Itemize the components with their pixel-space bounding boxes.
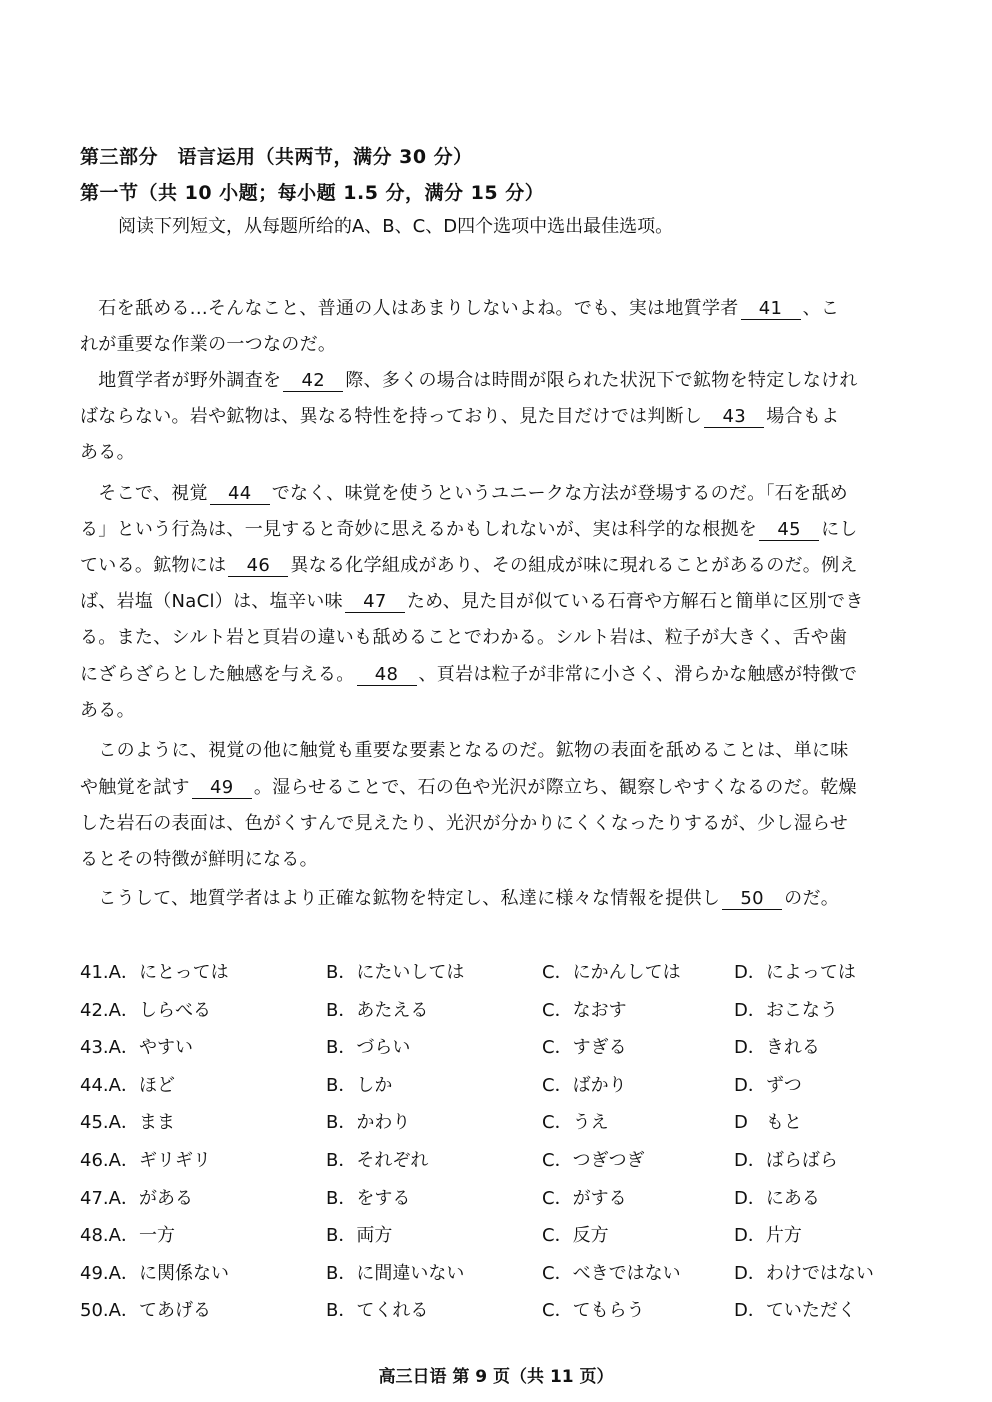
passage-text: る。また、シルト岩と頁岩の違いも舐めることでわかる。シルト岩は、粒子が大きく、舌や歯 xyxy=(80,627,848,648)
option-row xyxy=(80,1221,920,1259)
option-b: B．かわり xyxy=(326,1112,411,1134)
question-number: 46. xyxy=(80,1149,109,1171)
option-c: C．なおす xyxy=(542,999,627,1021)
answer-blank: 43 xyxy=(704,408,764,428)
option-d: D．にある xyxy=(734,1187,820,1209)
option-d: D．ていただく xyxy=(734,1300,856,1322)
option-a xyxy=(80,1184,193,1210)
passage-text: にし xyxy=(821,519,858,540)
passage-line xyxy=(80,845,920,871)
option-c: C．すぎる xyxy=(542,1037,627,1059)
option-c: C．つぎつぎ xyxy=(542,1149,645,1171)
passage-text: ため、見た目が似ている石膏や方解石と簡単に区別でき xyxy=(406,591,864,612)
passage-text: そこで、視覚 xyxy=(80,483,208,504)
option-a-text: A．てあげる xyxy=(108,1300,211,1322)
page-footer: 高三日语 第 9 页（共 11 页） xyxy=(378,1367,614,1387)
option-row xyxy=(80,1184,920,1222)
answer-blank: 48 xyxy=(357,666,417,686)
answer-blank: 49 xyxy=(192,779,252,799)
option-a-text: A．一方 xyxy=(108,1225,175,1247)
passage-text: 異なる化学組成があり、その組成が味に現れることがあるのだ。例え xyxy=(290,555,858,576)
passage-text: ば、岩塩（NaCl）は、塩辛い味 xyxy=(80,591,343,612)
passage-line xyxy=(80,515,920,541)
option-d: D．片方 xyxy=(734,1225,802,1247)
option-d: D．おこなう xyxy=(734,999,838,1021)
option-b: B．づらい xyxy=(326,1037,411,1059)
passage-text: や触覚を試す xyxy=(80,777,190,798)
option-a-text: A．がある xyxy=(108,1187,193,1209)
passage-line xyxy=(80,696,920,722)
question-number: 44. xyxy=(80,1074,109,1096)
passage-text: にざらざらとした触感を与える。 xyxy=(80,664,355,685)
question-number: 43. xyxy=(80,1037,109,1059)
passage-text: こうして、地質学者はより正確な鉱物を特定し、私達に様々な情報を提供し xyxy=(80,888,721,909)
option-b: B．あたえる xyxy=(326,999,429,1021)
option-c: C．てもらう xyxy=(542,1300,645,1322)
passage-line xyxy=(80,809,920,835)
passage-line xyxy=(80,438,920,464)
option-row xyxy=(80,1108,920,1146)
passage-text: ばならない。岩や鉱物は、異なる特性を持っており、見た目だけでは判断し xyxy=(80,406,703,427)
passage-text: した岩石の表面は、色がくすんで見えたり、光沢が分かりにくくなったりするが、少し湿らせ xyxy=(80,813,849,834)
passage-text: このように、視覚の他に触覚も重要な要素となるのだ。鉱物の表面を舐めることは、単に味 xyxy=(80,740,849,761)
answer-blank: 44 xyxy=(210,485,270,505)
passage-line xyxy=(80,623,920,649)
passage-text: 。湿らせることで、石の色や光沢が際立ち、観察しやすくなるのだ。乾燥 xyxy=(253,777,857,798)
option-d: D．きれる xyxy=(734,1037,820,1059)
option-a-text: A．ギリギリ xyxy=(108,1149,211,1171)
option-d: D．によっては xyxy=(734,962,856,983)
option-c: C．うえ xyxy=(542,1112,609,1134)
answer-blank: 47 xyxy=(345,593,405,613)
answer-blank: 42 xyxy=(283,372,343,392)
option-a-text: A．にとっては xyxy=(108,962,229,983)
option-c: C．がする xyxy=(542,1187,627,1209)
passage-line xyxy=(80,330,920,356)
option-a-text: A．まま xyxy=(108,1112,175,1134)
passage-text: 地質学者が野外調査を xyxy=(80,370,282,391)
option-a-text: A．しらべる xyxy=(108,999,211,1021)
question-number: 41. xyxy=(80,962,109,983)
option-row xyxy=(80,1296,920,1334)
option-row xyxy=(80,1033,920,1071)
passage-line xyxy=(80,294,920,320)
passage-text: 、頁岩は粒子が非常に小さく、滑らかな触感が特徴で xyxy=(418,664,858,685)
section-heading: 第一节（共 10 小题；每小题 1.5 分，满分 15 分） xyxy=(80,182,545,204)
part-heading: 第三部分 语言运用（共两节，满分 30 分） xyxy=(80,146,473,168)
option-a-text: A．に関係ない xyxy=(108,1262,229,1284)
passage-line xyxy=(80,660,920,686)
passage-line xyxy=(80,551,920,577)
question-number: 45. xyxy=(80,1112,109,1134)
option-row xyxy=(80,1071,920,1109)
option-row xyxy=(80,1259,920,1297)
option-b: B．にたいしては xyxy=(326,962,465,983)
option-a xyxy=(80,1296,211,1322)
question-number: 47. xyxy=(80,1187,109,1209)
option-a xyxy=(80,958,229,984)
question-number: 42. xyxy=(80,999,109,1021)
option-a xyxy=(80,1071,175,1097)
passage-text: ある。 xyxy=(80,700,135,721)
passage-line xyxy=(80,736,920,762)
passage-line xyxy=(80,479,920,505)
passage-line xyxy=(80,884,920,910)
option-b: B．てくれる xyxy=(326,1300,429,1322)
answer-blank: 46 xyxy=(228,557,288,577)
option-d: D．ばらばら xyxy=(734,1149,838,1171)
passage-text: 、こ xyxy=(802,298,840,319)
option-a-text: A．やすい xyxy=(108,1037,193,1059)
instruction-text: 阅读下列短文，从每题所给的A、B、C、D四个选项中选出最佳选项。 xyxy=(118,216,674,237)
answer-options xyxy=(80,958,920,1334)
option-c: C．にかんしては xyxy=(542,962,681,983)
option-c: C．反方 xyxy=(542,1225,609,1247)
passage-text: ている。鉱物には xyxy=(80,555,227,576)
passage-line xyxy=(80,366,920,392)
option-c: C．べきではない xyxy=(542,1262,681,1284)
option-row xyxy=(80,996,920,1034)
option-a xyxy=(80,1146,211,1172)
option-d: D もと xyxy=(734,1112,802,1134)
passage-text: る」という行為は、一見すると奇妙に思えるかもしれないが、実は科学的な根拠を xyxy=(80,519,758,540)
option-b: B．両方 xyxy=(326,1225,393,1247)
passage-text: ある。 xyxy=(80,442,135,463)
question-number: 48. xyxy=(80,1225,109,1247)
option-a-text: A．ほど xyxy=(108,1074,175,1096)
passage-text: れが重要な作業の一つなのだ。 xyxy=(80,334,337,355)
option-a xyxy=(80,1259,229,1285)
passage-line xyxy=(80,587,920,613)
option-c: C．ばかり xyxy=(542,1074,627,1096)
answer-blank: 41 xyxy=(741,300,801,320)
option-b: B．に間違いない xyxy=(326,1262,465,1284)
option-a xyxy=(80,996,211,1022)
question-number: 49. xyxy=(80,1262,109,1284)
option-a xyxy=(80,1108,175,1134)
passage-text: るとその特徴が鮮明になる。 xyxy=(80,849,318,870)
answer-blank: 50 xyxy=(722,890,782,910)
option-b: B．をする xyxy=(326,1187,411,1209)
option-b: B．それぞれ xyxy=(326,1149,429,1171)
question-number: 50. xyxy=(80,1300,109,1322)
passage-text: 場合もよ xyxy=(766,406,840,427)
option-d: D．ずつ xyxy=(734,1074,802,1096)
option-a xyxy=(80,1033,193,1059)
passage-text: 際、多くの場合は時間が限られた状況下で鉱物を特定しなけれ xyxy=(345,370,858,391)
passage-text: 石を舐める...そんなこと、普通の人はあまりしないよね。でも、実は地質学者 xyxy=(80,298,739,319)
option-b: B．しか xyxy=(326,1074,393,1096)
answer-blank: 45 xyxy=(759,521,819,541)
passage-text: のだ。 xyxy=(784,888,840,909)
option-d: D．わけではない xyxy=(734,1262,874,1284)
option-a xyxy=(80,1221,175,1247)
passage-text: でなく、味覚を使うというユニークな方法が登場するのだ。「石を舐め xyxy=(271,483,848,504)
option-row xyxy=(80,1146,920,1184)
option-row xyxy=(80,958,920,996)
passage-line xyxy=(80,402,920,428)
passage-line xyxy=(80,773,920,799)
